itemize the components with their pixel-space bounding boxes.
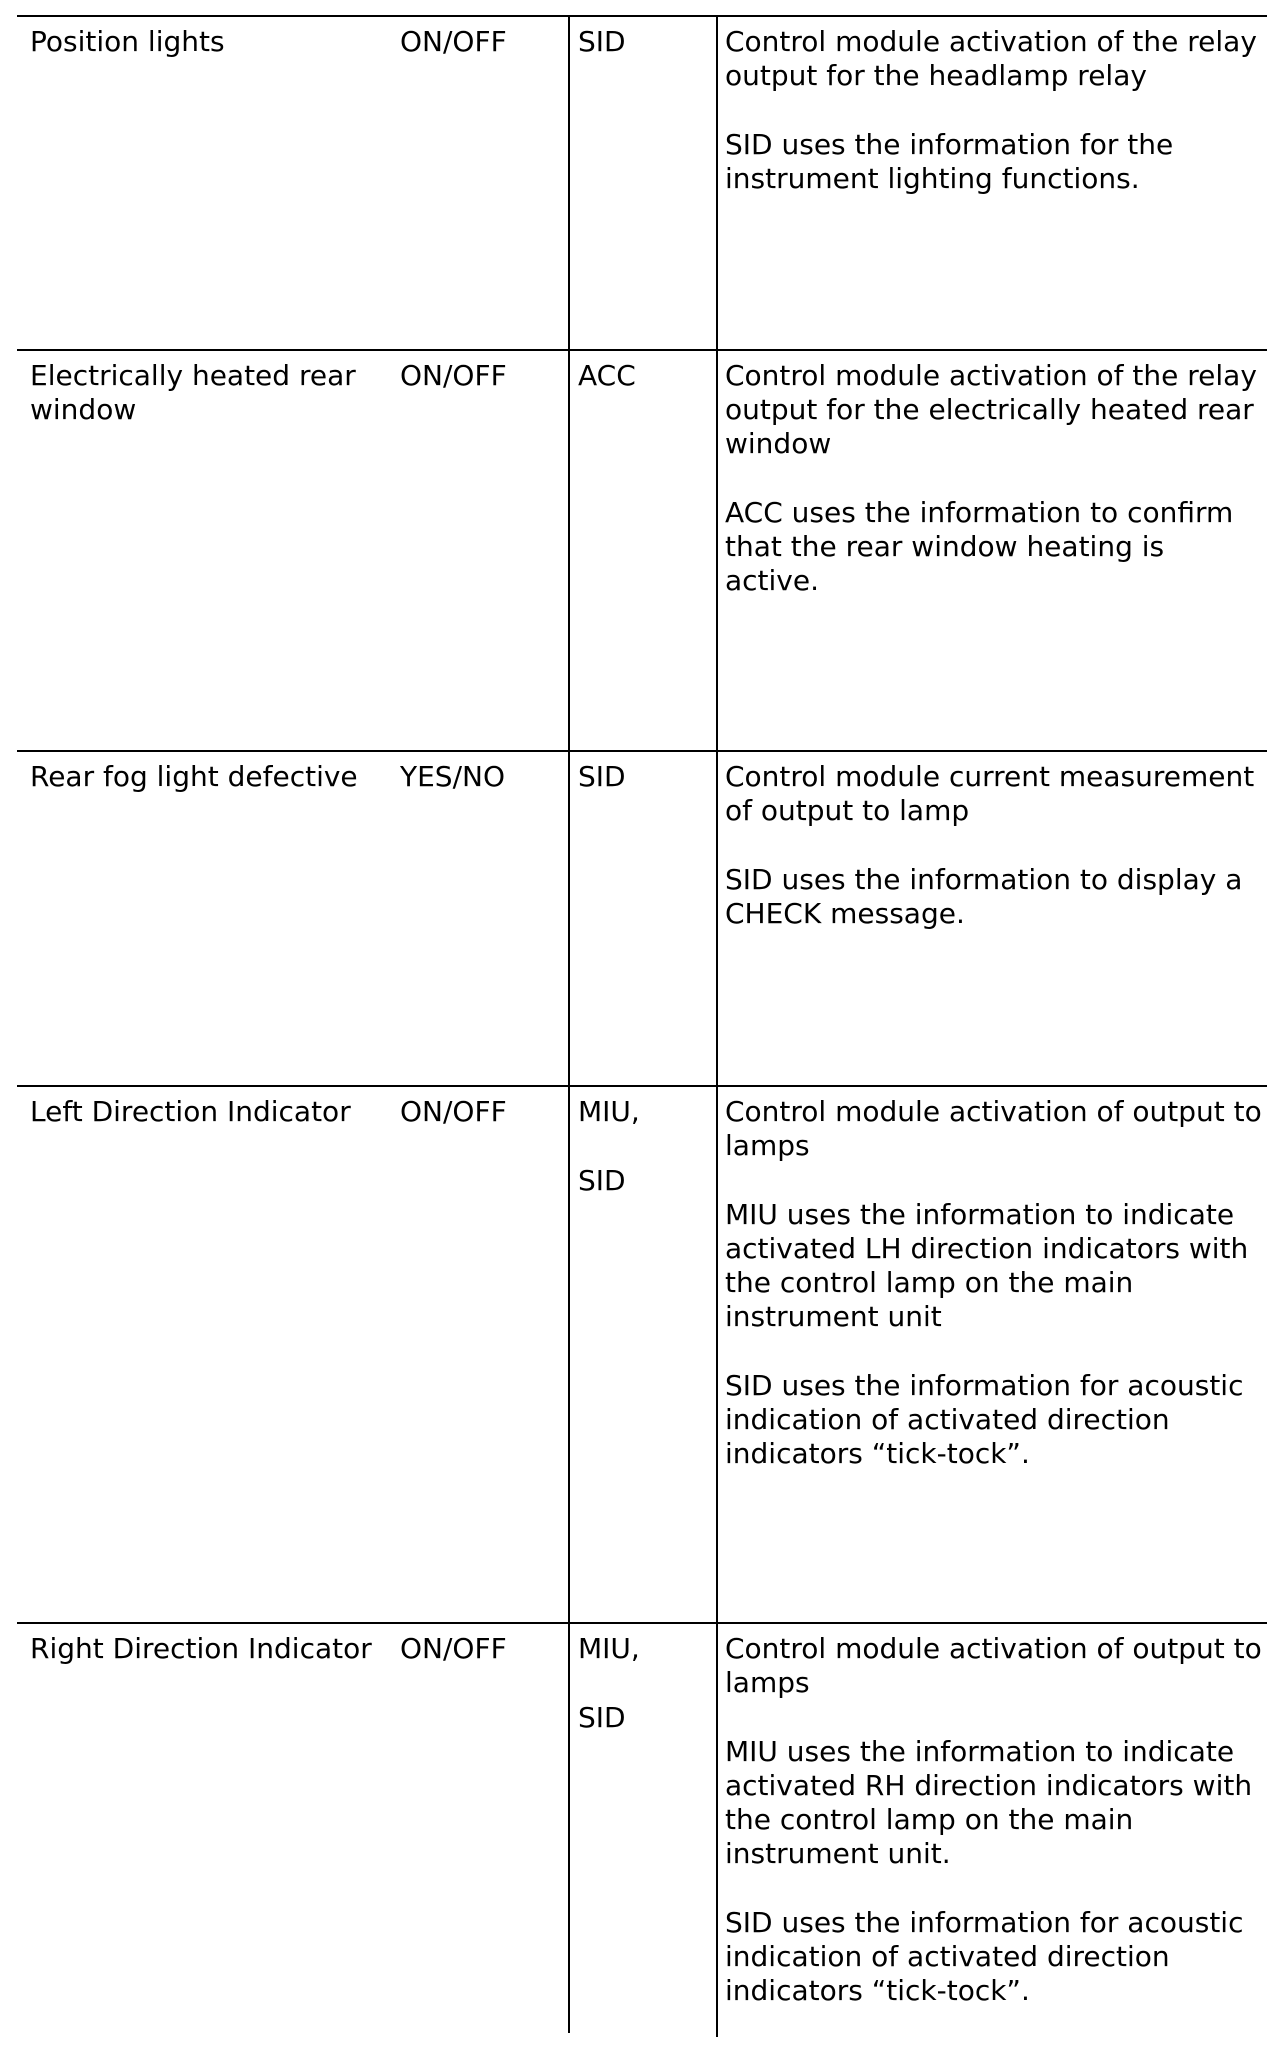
row-3-system: SID — [578, 760, 626, 793]
row-divider — [17, 349, 1267, 351]
row-1-receiving-systems — [578, 25, 708, 59]
row-3-description-paragraph: Control module current measurement of output to lamp — [725, 760, 1255, 827]
row-3-signal-name: Rear fog light defective — [30, 760, 358, 793]
row-5-description-paragraph: MIU uses the information to indicate activated RH direction indicators with the control lamp on the main instrument unit. — [725, 1735, 1253, 1870]
row-divider — [17, 750, 1267, 752]
row-3-receiving-systems — [578, 760, 708, 794]
row-2-receiving-systems — [578, 359, 708, 393]
row-2-system: ACC — [578, 359, 636, 392]
row-5-signal-name: Right Direction Indicator — [30, 1632, 372, 1665]
row-4-system: MIU, — [578, 1095, 640, 1128]
row-4-description-paragraph: SID uses the information for acoustic indication of activated direction indicators “tick-tock”. — [725, 1369, 1244, 1470]
row-1-description — [725, 25, 1265, 196]
row-1-signal-state: ON/OFF — [400, 25, 507, 58]
row-5-description-paragraph: SID uses the information for acoustic indication of activated direction indicators “tick-tock”. — [725, 1906, 1244, 2007]
row-5-signal-state: ON/OFF — [400, 1632, 507, 1665]
row-divider — [17, 1085, 1267, 1087]
row-3-description — [725, 760, 1265, 931]
row-4-system: SID — [578, 1164, 626, 1197]
row-5-receiving-systems — [578, 1632, 708, 1735]
row-2-description — [725, 359, 1265, 598]
row-5-description — [725, 1632, 1265, 2008]
row-4-description — [725, 1095, 1265, 1471]
row-4-description-paragraph: Control module activation of output to lamps — [725, 1095, 1262, 1162]
row-5-description-paragraph: Control module activation of output to lamps — [725, 1632, 1262, 1699]
row-divider — [17, 1622, 1267, 1624]
row-1-description-paragraph: Control module activation of the relay output for the headlamp relay — [725, 25, 1257, 92]
row-3-description-paragraph: SID uses the information to display a CHECK message. — [725, 863, 1243, 930]
row-3-signal-state: YES/NO — [400, 760, 505, 793]
row-4-description-paragraph: MIU uses the information to indicate activated LH direction indicators with the control lamp on the main instrument unit — [725, 1198, 1249, 1333]
row-4-signal-name: Left Direction Indicator — [30, 1095, 351, 1128]
row-1-signal-name: Position lights — [30, 25, 225, 58]
row-2-description-paragraph: ACC uses the information to confirm that the rear window heating is active. — [725, 496, 1234, 597]
row-divider — [17, 15, 1267, 17]
row-2-description-paragraph: Control module activation of the relay output for the electrically heated rear window — [725, 359, 1257, 460]
row-4-receiving-systems — [578, 1095, 708, 1198]
column-divider — [568, 15, 570, 2033]
row-4-signal-state: ON/OFF — [400, 1095, 507, 1128]
row-5-system: MIU, — [578, 1632, 640, 1665]
row-1-system: SID — [578, 25, 626, 58]
row-5-system: SID — [578, 1701, 626, 1734]
row-2-signal-state: ON/OFF — [400, 359, 507, 392]
row-2-signal-name: Electrically heated rear window — [30, 359, 356, 426]
column-divider — [716, 15, 718, 2037]
row-1-description-paragraph: SID uses the information for the instrument lighting functions. — [725, 128, 1174, 195]
